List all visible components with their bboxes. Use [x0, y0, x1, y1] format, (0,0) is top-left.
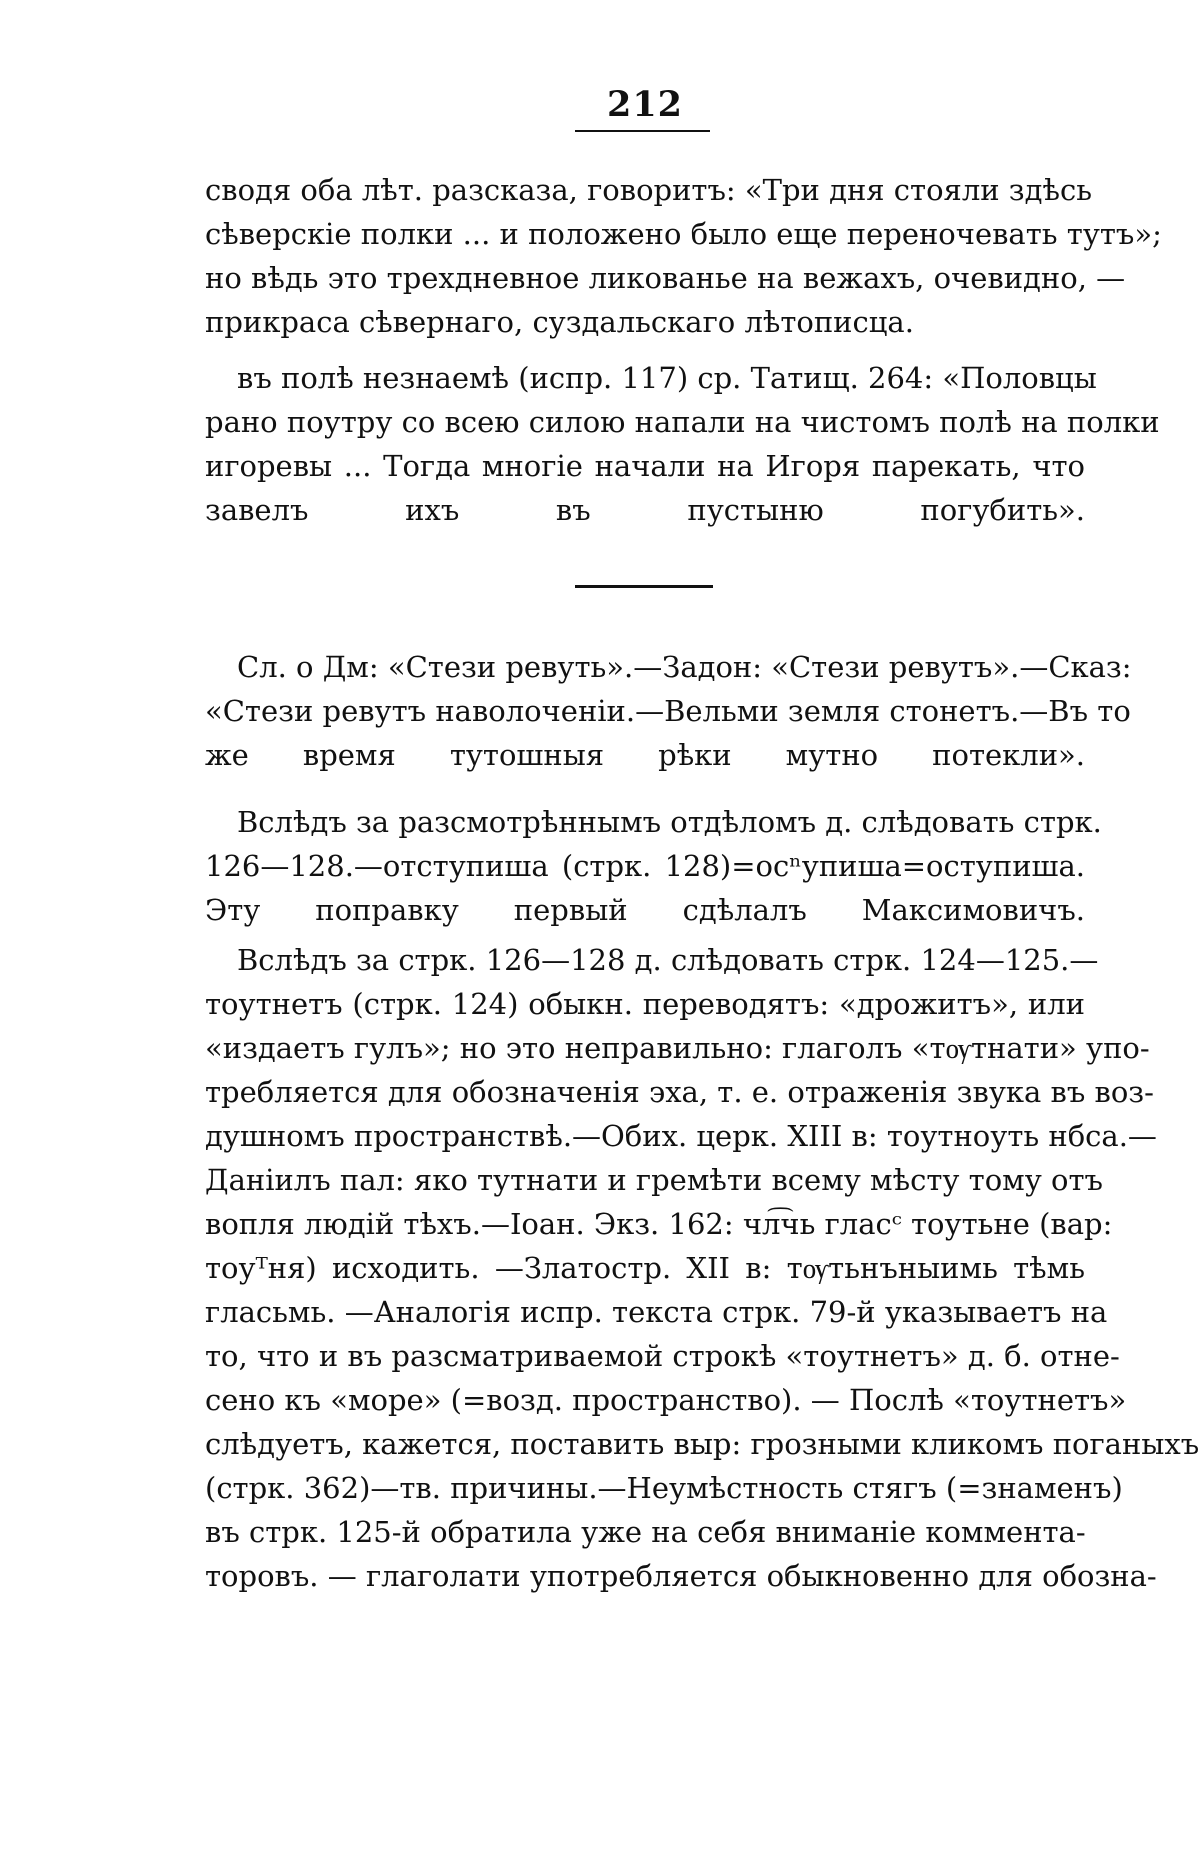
text-line: тоуᵀня) исходить. —Златостр. XII в: тѹтьнъныимь тѣмь [205, 1251, 1085, 1285]
text-line: гласьмь. —Аналогія испр. текста стрк. 79-й указываетъ на [205, 1295, 1108, 1329]
text-line: тоутнетъ (стрк. 124) обыкн. переводятъ: «дрожитъ», или [205, 987, 1085, 1021]
text-line: требляется для обозначенія эха, т. е. отраженія звука въ воз- [205, 1075, 1154, 1109]
text-line: но вѣдь это трехдневное ликованье на вежахъ, очевидно, — [205, 261, 1126, 295]
paragraph-2 [205, 356, 1160, 532]
text-line: слѣдуетъ, кажется, поставить выр: грозными кликомъ поганыхъ [205, 1427, 1199, 1461]
paragraph-5 [205, 938, 1199, 1598]
text-line: 126—128.—отступиша (стрк. 128)=осⁿупиша=оступиша. [205, 849, 1085, 883]
text-line: «Стези ревутъ наволоченіи.—Вельми земля стонетъ.—Въ то [205, 694, 1131, 728]
text-line: Сл. о Дм: «Стези ревуть».—Задон: «Стези ревутъ».—Сказ: [237, 650, 1132, 684]
text-line: «издаетъ гулъ»; но это неправильно: глаголъ «тѹтнати» упо- [205, 1031, 1150, 1065]
text-line: то, что и въ разсматриваемой строкѣ «тоутнетъ» д. б. отне- [205, 1339, 1120, 1373]
section-divider [575, 585, 713, 588]
text-line: рано поутру со всею силою напали на чистомъ полѣ на полки [205, 405, 1160, 439]
text-line: сено къ «море» (=возд. пространство). — Послѣ «тоутнетъ» [205, 1383, 1127, 1417]
text-line: Вслѣдъ за разсмотрѣннымъ отдѣломъ д. слѣдовать стрк. [237, 805, 1102, 839]
text-line: въ стрк. 125-й обратила уже на себя вниманіе коммента- [205, 1515, 1086, 1549]
page-number: 212 [606, 84, 684, 125]
text-line: Эту поправку первый сдѣлалъ Максимовичъ. [205, 893, 1085, 927]
text-line: душномъ пространствѣ.—Обих. церк. XIII в: тоутноуть нбса.— [205, 1119, 1157, 1153]
paragraph-1 [205, 168, 1162, 344]
paragraph-4 [205, 800, 1102, 932]
text-line: Даніилъ пал: яко тутнати и гремѣти всему мѣсту тому отъ [205, 1163, 1103, 1197]
text-line: сѣверскіе полки ... и положено было еще переночевать тутъ»; [205, 217, 1162, 251]
text-line: (стрк. 362)—тв. причины.—Неумѣстность стягъ (=знаменъ) [205, 1471, 1123, 1505]
text-line: торовъ. — глаголати употребляется обыкновенно для обозна- [205, 1559, 1157, 1593]
text-line: же время тутошныя рѣки мутно потекли». [205, 738, 1085, 772]
text-line: прикраса сѣвернаго, суздальскаго лѣтописца. [205, 305, 914, 339]
text-line: Вслѣдъ за стрк. 126—128 д. слѣдовать стрк. 124—125.— [237, 943, 1099, 977]
text-line: вопля людій тѣхъ.—Іоан. Экз. 162: чл͡чь гласᶜ тоутьне (вар: [205, 1207, 1113, 1241]
text-line: въ полѣ незнаемѣ (испр. 117) ср. Татищ. 264: «Половцы [237, 361, 1097, 395]
text-line: сводя оба лѣт. разсказа, говоритъ: «Три дня стояли здѣсь [205, 173, 1092, 207]
page-number-underline [575, 130, 710, 132]
paragraph-3 [205, 645, 1132, 777]
text-line: игоревы ... Тогда многіе начали на Игоря парекать, что [205, 449, 1085, 483]
text-line: завелъ ихъ въ пустыню погубить». [205, 493, 1085, 527]
